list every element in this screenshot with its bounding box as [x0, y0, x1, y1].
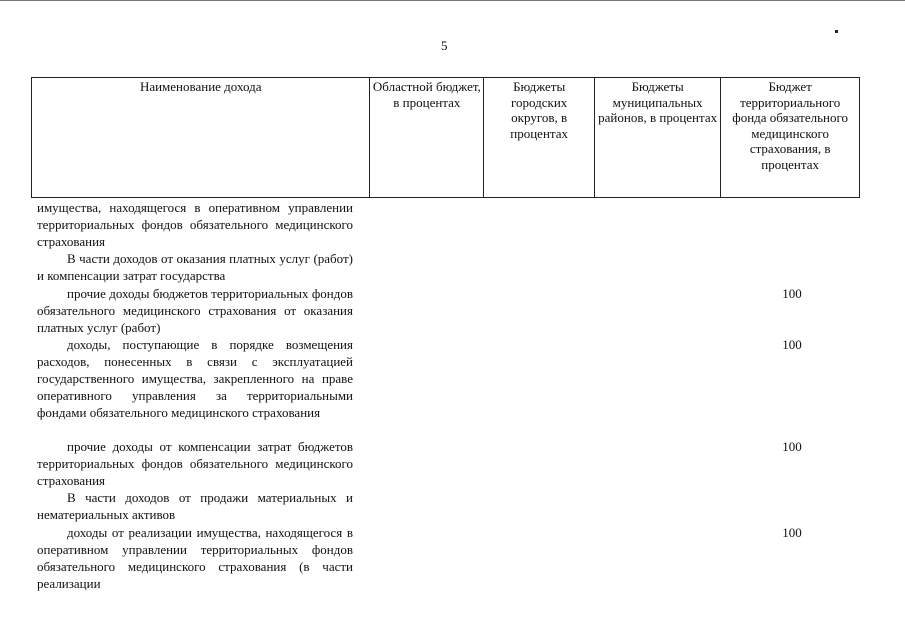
table-row-text: доходы от реализации имущества, находящегося в оперативном управлении территориальных фондов обязательного медицинского страхования (в части реализации	[37, 525, 353, 591]
income-table-header	[31, 77, 860, 198]
top-rule	[0, 0, 905, 1]
header-tfoms-budget: Бюджет территориального фонда обязательного медицинского страхования, в процентах	[721, 78, 860, 198]
table-row-value: 100	[782, 337, 802, 352]
header-municipal-budgets: Бюджеты муниципальных районов, в процентах	[595, 78, 721, 198]
table-row-value: 100	[782, 286, 802, 301]
header-income-name: Наименование дохода	[32, 78, 370, 198]
header-regional-budget: Областной бюджет, в процентах	[370, 78, 484, 198]
table-row-text: имущества, находящегося в оперативном управлении территориальных фондов обязательного медицинского страхования	[37, 200, 353, 249]
page-number: 5	[441, 38, 448, 53]
section-heading: В части доходов от продажи материальных и нематериальных активов	[37, 490, 353, 522]
header-urban-budgets: Бюджеты городских округов, в процентах	[484, 78, 595, 198]
table-row-text: прочие доходы бюджетов территориальных фондов обязательного медицинского страхования от оказания платных услуг (работ)	[37, 286, 353, 335]
table-row-text: доходы, поступающие в порядке возмещения расходов, понесенных в связи с эксплуатацией государственного имущества, закрепленного на праве оперативного управления за территориальными фондами обязательного медицинского страхования	[37, 337, 353, 420]
section-heading: В части доходов от оказания платных услуг (работ) и компенсации затрат государства	[37, 251, 353, 283]
table-row-value: 100	[782, 525, 802, 540]
scan-dot	[835, 30, 838, 33]
table-header-row	[32, 78, 860, 198]
table-row-text: прочие доходы от компенсации затрат бюджетов территориальных фондов обязательного медицинского страхования	[37, 439, 353, 488]
table-row-value: 100	[782, 439, 802, 454]
